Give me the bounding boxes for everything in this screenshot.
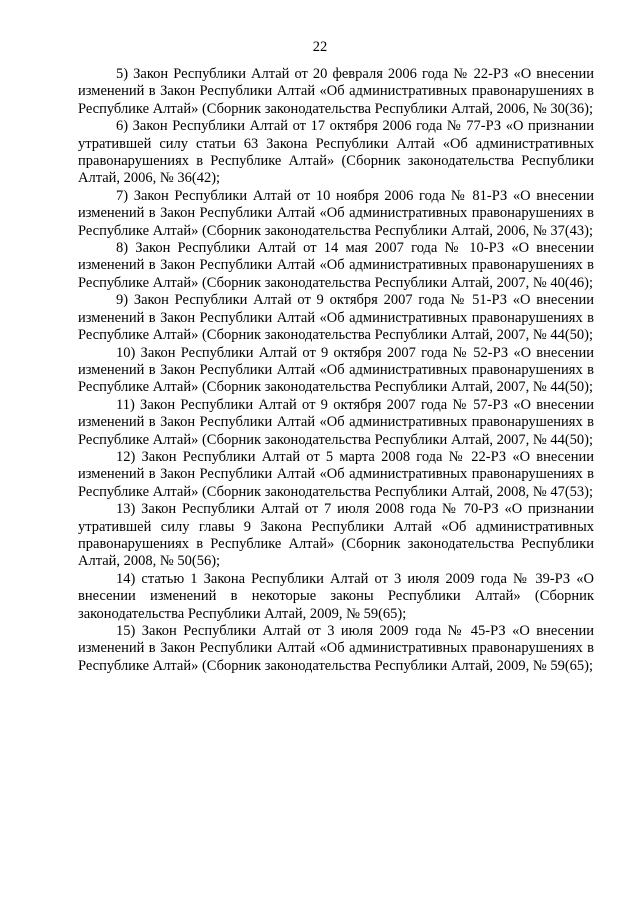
- law-list-item: 7) Закон Республики Алтай от 10 ноября 2006 года № 81-РЗ «О внесении изменений в Закон Республики Алтай «Об административных правонарушениях в Республике Алтай» (Сборник законодательства Республики Алтай, 2006, № 37(43);: [78, 187, 594, 239]
- law-list-item: 10) Закон Республики Алтай от 9 октября 2007 года № 52-РЗ «О внесении изменений в Закон Республики Алтай «Об административных правонарушениях в Республике Алтай» (Сборник законодательства Республики Алтай, 2007, № 44(50);: [78, 344, 594, 396]
- law-list-item: 5) Закон Республики Алтай от 20 февраля 2006 года № 22-РЗ «О внесении изменений в Закон Республики Алтай «Об административных правонарушениях в Республике Алтай» (Сборник законодательства Республики Алтай, 2006, № 30(36);: [78, 66, 594, 117]
- law-list-item: 8) Закон Республики Алтай от 14 мая 2007 года № 10-РЗ «О внесении изменений в Закон Республики Алтай «Об административных правонарушениях в Республике Алтай» (Сборник законодательства Республики Алтай, 2007, № 40(46);: [78, 240, 594, 291]
- law-list-item: 15) Закон Республики Алтай от 3 июля 2009 года № 45-РЗ «О внесении изменений в Закон Республики Алтай «Об административных правонарушениях в Республике Алтай» (Сборник законодательства Республики Алтай, 2009, № 59(65);: [78, 623, 594, 674]
- law-list-item: 6) Закон Республики Алтай от 17 октября 2006 года № 77-РЗ «О признании утратившей силу статьи 63 Закона Республики Алтай «Об административных правонарушениях в Республике Алтай» (Сборник законодательства Республики Алтай, 2006, № 36(42);: [78, 118, 594, 187]
- law-list-item: 11) Закон Республики Алтай от 9 октября 2007 года № 57-РЗ «О внесении изменений в Закон Республики Алтай «Об административных правонарушениях в Республике Алтай» (Сборник законодательства Республики Алтай, 2007, № 44(50);: [78, 396, 594, 448]
- law-list-item: 13) Закон Республики Алтай от 7 июля 2008 года № 70-РЗ «О признании утратившей силу главы 9 Закона Республики Алтай «Об административных правонарушениях в Республике Алтай» (Сборник законодательства Республики Алтай, 2008, № 50(56);: [78, 501, 594, 570]
- page-number: 22: [312, 39, 328, 55]
- law-list: [78, 66, 594, 675]
- law-list-item: 9) Закон Республики Алтай от 9 октября 2007 года № 51-РЗ «О внесении изменений в Закон Республики Алтай «Об административных правонарушениях в Республике Алтай» (Сборник законодательства Республики Алтай, 2007, № 44(50);: [78, 292, 594, 344]
- law-list-item: 14) статью 1 Закона Республики Алтай от 3 июля 2009 года № 39-РЗ «О внесении изменений в некоторые законы Республики Алтай» (Сборник законодательства Республики Алтай, 2009, № 59(65);: [78, 570, 594, 622]
- law-list-item: 12) Закон Республики Алтай от 5 марта 2008 года № 22-РЗ «О внесении изменений в Закон Республики Алтай «Об административных правонарушениях в Республике Алтай» (Сборник законодательства Республики Алтай, 2008, № 47(53);: [78, 448, 594, 500]
